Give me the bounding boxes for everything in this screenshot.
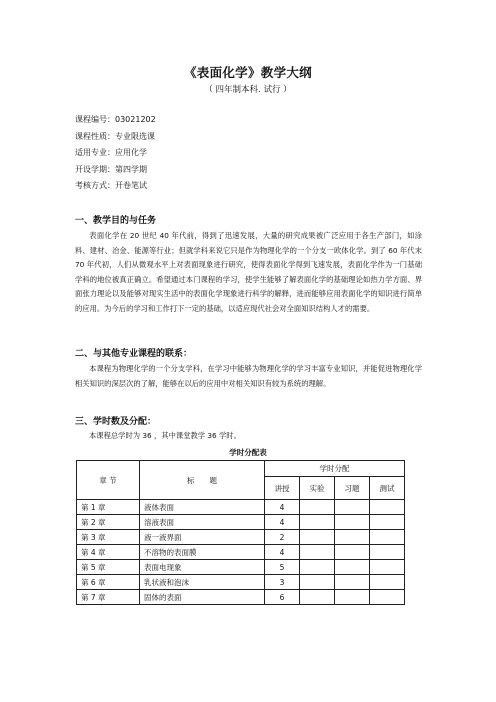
row-chapter: 第 3 章 — [77, 530, 140, 545]
header-lab: 实验 — [300, 477, 335, 500]
row-title: 固体的表面 — [140, 590, 265, 605]
table-row — [77, 545, 405, 560]
course-semester: 开设学期：第四学期 — [75, 164, 147, 174]
row-title: 液一液界面 — [140, 530, 265, 545]
header-chapter: 章 节 — [77, 461, 140, 500]
row-lab — [300, 500, 335, 515]
header-title: 标 题 — [140, 461, 265, 500]
row-exercise — [335, 590, 370, 605]
row-test — [370, 530, 405, 545]
header-lecture: 讲授 — [265, 477, 300, 500]
section-body-relation — [75, 362, 422, 391]
row-test — [370, 590, 405, 605]
row-lab — [300, 515, 335, 530]
row-chapter: 第 6 章 — [77, 575, 140, 590]
row-exercise — [335, 575, 370, 590]
row-lab — [300, 530, 335, 545]
section-body-hours-text: 本课程总学时为 36 ，其中课堂教学 36 学时。 — [89, 431, 241, 440]
table-row — [77, 590, 405, 605]
row-lab — [300, 545, 335, 560]
row-lecture: 4 — [265, 545, 300, 560]
row-test — [370, 500, 405, 515]
course-info — [75, 112, 156, 195]
hours-table — [76, 460, 405, 605]
table-row — [77, 500, 405, 515]
row-chapter: 第 2 章 — [77, 515, 140, 530]
document-subtitle: （ 四年制本科. 试行 ） — [204, 85, 292, 95]
course-code: 课程编号：03021202 — [75, 115, 156, 124]
section-body-hours — [75, 429, 422, 444]
header-exercise: 习题 — [335, 477, 370, 500]
section-body-purpose-text: 表面化学在 20 世纪 40 年代前，得到了迅速发展，大量的研究成果被广泛应用于各生产部门，如涂料、建材、冶金、能源等行业；但就学科来说它只是作为物理化学的一个分支一欧体化学。到了 60 年代末 70 年代初，人们从微观水平上对表面现象进行研究，使得表面化学得到飞速发展，表面化学作为一门基础学科的地位被真正确立。希望通过本门课程的学习，使学生能够了解表面化学的基础理论如热力学方面、界面张力理论以及能够对现实生活中的表面化学现象进行科学的解释，进而能够应用表面化学的知识进行简单的应用。为今后的学习和工作打下一定的基础，以适应现代社会对全面知识结构人才的需要。 — [75, 231, 422, 313]
row-lab — [300, 590, 335, 605]
row-exercise — [335, 500, 370, 515]
row-lecture: 6 — [265, 590, 300, 605]
row-lab — [300, 560, 335, 575]
row-test — [370, 560, 405, 575]
row-lecture: 4 — [265, 515, 300, 530]
section-body-relation-text: 本课程为物理化学的一个分支学科，在学习中能够为物理化学的学习丰富专业知识，并能促进物理化学相关知识的深层次的了解，能够在以后的应用中对相关知识有较为系统的理解。 — [75, 364, 422, 388]
row-lecture: 5 — [265, 560, 300, 575]
header-hours-group: 学时分配 — [265, 461, 405, 477]
row-test — [370, 515, 405, 530]
row-title: 不溶物的表面膜 — [140, 545, 265, 560]
row-title: 溶液表面 — [140, 515, 265, 530]
header-test: 测试 — [370, 477, 405, 500]
row-test — [370, 575, 405, 590]
course-assessment: 考核方式：开卷笔试 — [75, 181, 147, 190]
row-exercise — [335, 560, 370, 575]
table-row — [77, 575, 405, 590]
row-chapter: 第 5 章 — [77, 560, 140, 575]
row-test — [370, 545, 405, 560]
row-title: 表面电现象 — [140, 560, 265, 575]
row-exercise — [335, 530, 370, 545]
course-major: 适用专业：应用化学 — [75, 148, 147, 157]
row-title: 乳状液和泡沫 — [140, 575, 265, 590]
section-heading-purpose: 一、教学目的与任务 — [75, 216, 157, 226]
row-chapter: 第 4 章 — [77, 545, 140, 560]
table-row — [77, 560, 405, 575]
row-lecture: 4 — [265, 500, 300, 515]
row-title: 液体表面 — [140, 500, 265, 515]
section-body-purpose — [75, 229, 422, 317]
table-caption: 学时分配表 — [229, 448, 267, 457]
row-exercise — [335, 545, 370, 560]
row-chapter: 第 7 章 — [77, 590, 140, 605]
section-heading-hours: 三、学时数及分配： — [75, 417, 157, 427]
row-exercise — [335, 515, 370, 530]
row-lab — [300, 575, 335, 590]
table-row — [77, 530, 405, 545]
course-type: 课程性质：专业限选课 — [75, 131, 155, 141]
row-lecture: 2 — [265, 530, 300, 545]
row-chapter: 第 1 章 — [77, 500, 140, 515]
section-heading-relation: 二、与其他专业课程的联系： — [75, 349, 193, 359]
document-title: 《表面化学》教学大纲 — [183, 65, 312, 80]
table-row — [77, 515, 405, 530]
row-lecture: 3 — [265, 575, 300, 590]
